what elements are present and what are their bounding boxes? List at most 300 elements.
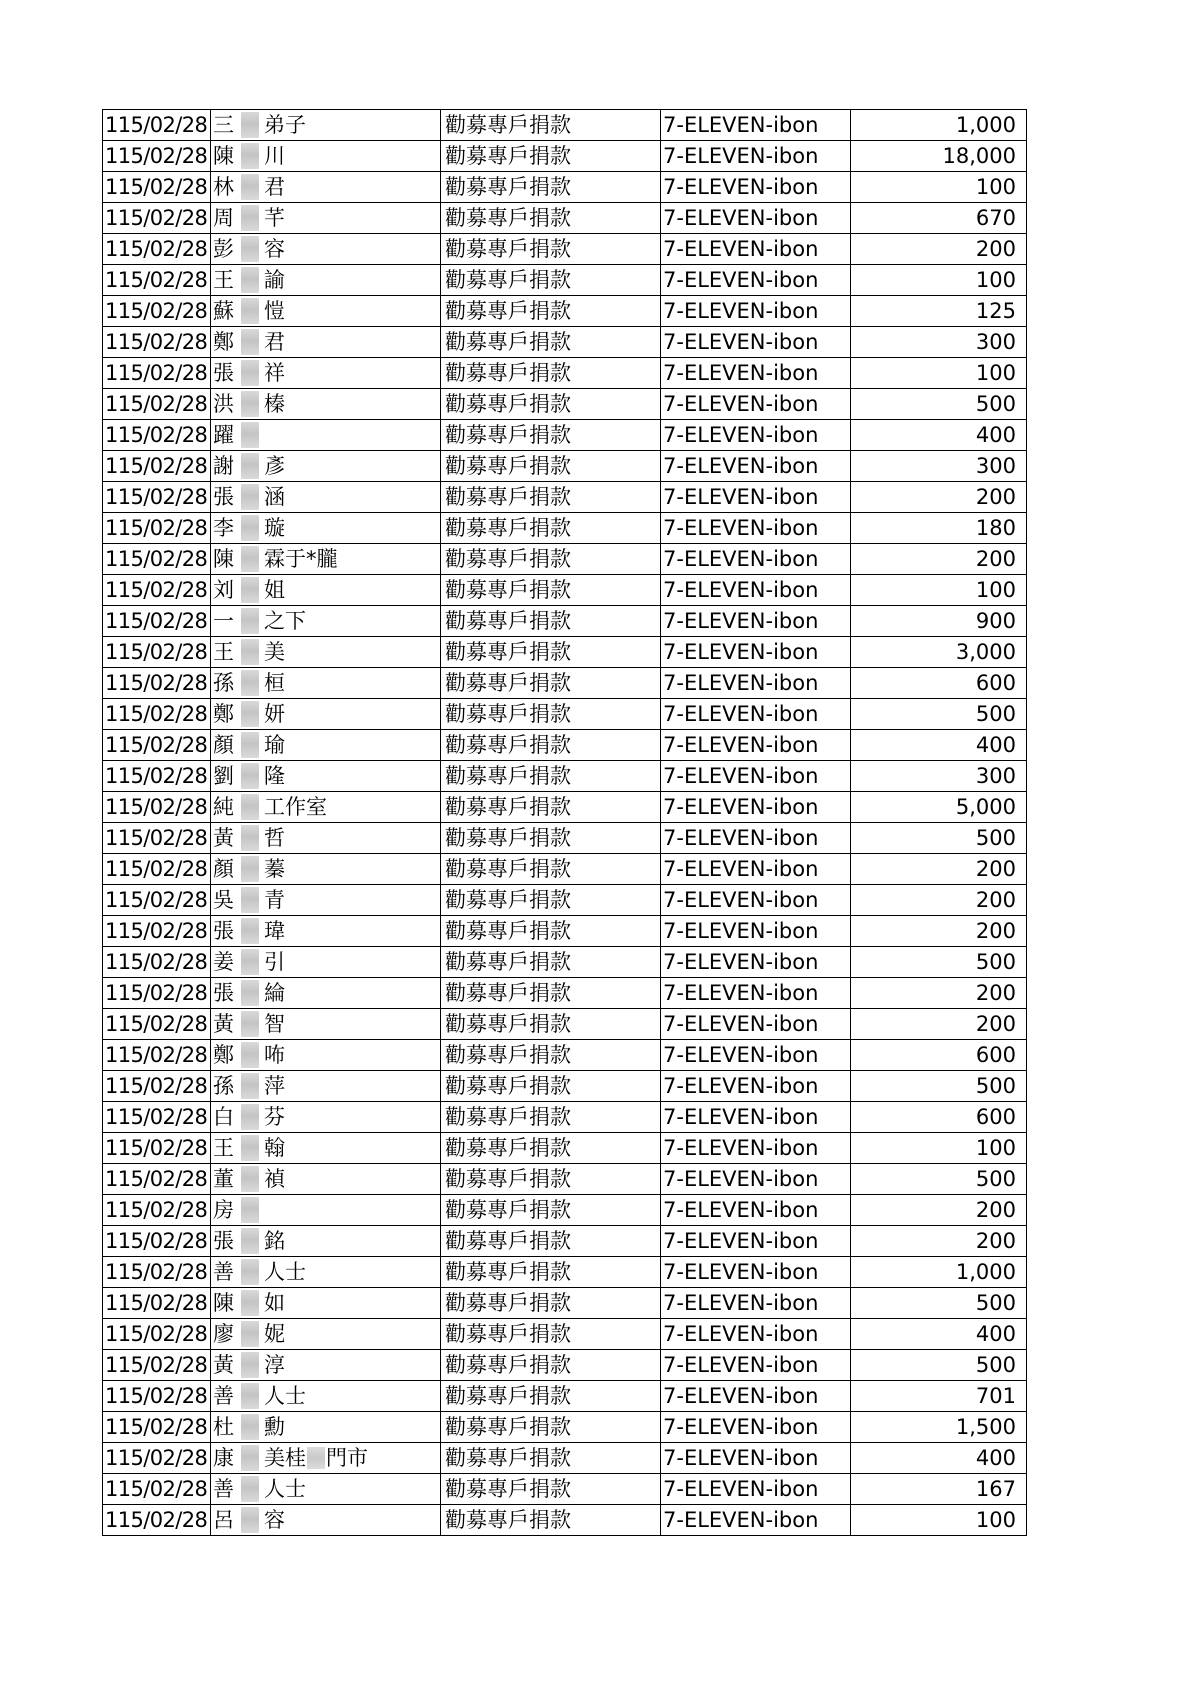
- table-row: [103, 1164, 1027, 1195]
- donor-name: [213, 668, 285, 698]
- table-row: [103, 172, 1027, 203]
- payment-channel-cell: 7-ELEVEN-ibon: [661, 203, 851, 234]
- donor-name: [213, 203, 285, 233]
- donor-name-cell: [211, 730, 441, 761]
- donor-name: [213, 885, 285, 915]
- donor-name-rest: [264, 1412, 285, 1442]
- table-row: [103, 1009, 1027, 1040]
- donor-name: [213, 1133, 285, 1163]
- date-cell: 115/02/28: [103, 203, 211, 234]
- payment-channel-cell: 7-ELEVEN-ibon: [661, 420, 851, 451]
- amount-cell: 5,000: [851, 792, 1027, 823]
- donor-name-rest: [264, 327, 285, 357]
- donor-name-rest: [264, 1102, 285, 1132]
- donor-name: [213, 513, 285, 543]
- donor-name-rest: [264, 885, 285, 915]
- donor-name: [213, 916, 285, 946]
- date-cell: 115/02/28: [103, 234, 211, 265]
- amount-cell: 1,000: [851, 1257, 1027, 1288]
- amount-cell: 180: [851, 513, 1027, 544]
- donor-name: [213, 1195, 264, 1225]
- donor-name-cell: [211, 1443, 441, 1474]
- date-cell: 115/02/28: [103, 916, 211, 947]
- table-row: [103, 637, 1027, 668]
- table-row: [103, 575, 1027, 606]
- donor-name-cell: [211, 947, 441, 978]
- donor-name-cell: [211, 1350, 441, 1381]
- privacy-mask-block: [241, 236, 259, 262]
- donor-name-cell: [211, 389, 441, 420]
- privacy-mask-block: [241, 1197, 259, 1223]
- donor-name: [213, 699, 285, 729]
- payment-channel-cell: 7-ELEVEN-ibon: [661, 885, 851, 916]
- donor-name-cell: [211, 1474, 441, 1505]
- donation-type-cell: 勸募專戶捐款: [441, 1505, 661, 1536]
- donor-name-rest-text: 祥: [264, 361, 285, 385]
- donor-name-rest-text: 咘: [264, 1043, 285, 1067]
- date-cell: 115/02/28: [103, 823, 211, 854]
- payment-channel-cell: 7-ELEVEN-ibon: [661, 730, 851, 761]
- payment-channel-cell: 7-ELEVEN-ibon: [661, 916, 851, 947]
- privacy-mask-block: [241, 174, 259, 200]
- table-row: [103, 947, 1027, 978]
- donor-name-first-char: 李: [213, 516, 234, 540]
- donor-name-rest: [264, 296, 285, 326]
- donor-name-first-char: 陳: [213, 547, 234, 571]
- date-cell: 115/02/28: [103, 575, 211, 606]
- donor-name-cell: [211, 1071, 441, 1102]
- date-cell: 115/02/28: [103, 172, 211, 203]
- amount-cell: 500: [851, 823, 1027, 854]
- amount-cell: 200: [851, 544, 1027, 575]
- donor-name-first-char: 孫: [213, 1074, 234, 1098]
- donor-name: [213, 327, 285, 357]
- table-row: [103, 1226, 1027, 1257]
- privacy-mask-block: [241, 887, 259, 913]
- privacy-mask-block: [307, 1447, 325, 1469]
- privacy-mask-block: [241, 1507, 259, 1533]
- donor-name-cell: [211, 916, 441, 947]
- date-cell: 115/02/28: [103, 668, 211, 699]
- donor-name-cell: [211, 854, 441, 885]
- date-cell: 115/02/28: [103, 947, 211, 978]
- donor-name-first-char: 刘: [213, 578, 234, 602]
- date-cell: 115/02/28: [103, 1288, 211, 1319]
- payment-channel-cell: 7-ELEVEN-ibon: [661, 699, 851, 730]
- donation-type-cell: 勸募專戶捐款: [441, 203, 661, 234]
- donor-name: [213, 420, 264, 450]
- donation-type-cell: 勸募專戶捐款: [441, 1350, 661, 1381]
- privacy-mask-block: [241, 1073, 259, 1099]
- privacy-mask-block: [241, 1104, 259, 1130]
- donor-name-cell: [211, 1319, 441, 1350]
- donor-name-rest: [264, 761, 285, 791]
- table-row: [103, 978, 1027, 1009]
- donor-name-cell: [211, 885, 441, 916]
- donation-type-cell: 勸募專戶捐款: [441, 1133, 661, 1164]
- payment-channel-cell: 7-ELEVEN-ibon: [661, 296, 851, 327]
- amount-cell: 100: [851, 265, 1027, 296]
- donor-name-rest-text: 美桂: [264, 1446, 306, 1470]
- donor-name-rest: [264, 730, 285, 760]
- amount-cell: 400: [851, 730, 1027, 761]
- table-row: [103, 1474, 1027, 1505]
- amount-cell: 100: [851, 172, 1027, 203]
- amount-cell: 125: [851, 296, 1027, 327]
- privacy-mask-block: [241, 856, 259, 882]
- donor-name-rest-text: 美: [264, 640, 285, 664]
- payment-channel-cell: 7-ELEVEN-ibon: [661, 1040, 851, 1071]
- date-cell: 115/02/28: [103, 637, 211, 668]
- date-cell: 115/02/28: [103, 451, 211, 482]
- donor-name-rest-text: 瑋: [264, 919, 285, 943]
- donor-name-first-char: 王: [213, 640, 234, 664]
- donor-name-rest-text: 人士: [264, 1477, 306, 1501]
- donor-name-cell: [211, 699, 441, 730]
- donor-name-rest-text: 勳: [264, 1415, 285, 1439]
- table-row: [103, 1040, 1027, 1071]
- donor-name-cell: [211, 761, 441, 792]
- donation-type-cell: 勸募專戶捐款: [441, 1102, 661, 1133]
- payment-channel-cell: 7-ELEVEN-ibon: [661, 1009, 851, 1040]
- donation-type-cell: 勸募專戶捐款: [441, 823, 661, 854]
- donor-name-rest: [264, 1381, 306, 1411]
- donor-name: [213, 265, 285, 295]
- privacy-mask-block: [241, 1011, 259, 1037]
- donation-type-cell: 勸募專戶捐款: [441, 451, 661, 482]
- donor-name-rest-text: 之下: [264, 609, 306, 633]
- table-row: [103, 544, 1027, 575]
- date-cell: 115/02/28: [103, 389, 211, 420]
- donor-name-first-char: 善: [213, 1477, 234, 1501]
- privacy-mask-block: [241, 608, 259, 634]
- donor-name-first-char: 蘇: [213, 299, 234, 323]
- donor-name-rest: [264, 1071, 285, 1101]
- date-cell: 115/02/28: [103, 1195, 211, 1226]
- table-row: [103, 141, 1027, 172]
- payment-channel-cell: 7-ELEVEN-ibon: [661, 1257, 851, 1288]
- donor-name-cell: [211, 1257, 441, 1288]
- amount-cell: 400: [851, 420, 1027, 451]
- donor-name-rest: [264, 172, 285, 202]
- table-row: [103, 1505, 1027, 1536]
- table-row: [103, 265, 1027, 296]
- donor-name-first-char: 陳: [213, 1291, 234, 1315]
- donor-name-first-char: 白: [213, 1105, 234, 1129]
- donation-type-cell: 勸募專戶捐款: [441, 792, 661, 823]
- amount-cell: 670: [851, 203, 1027, 234]
- amount-cell: 400: [851, 1443, 1027, 1474]
- amount-cell: 500: [851, 389, 1027, 420]
- donor-name: [213, 141, 285, 171]
- date-cell: 115/02/28: [103, 1102, 211, 1133]
- payment-channel-cell: 7-ELEVEN-ibon: [661, 327, 851, 358]
- donor-name-first-char: 吳: [213, 888, 234, 912]
- donor-name: [213, 110, 306, 140]
- donor-name-first-char: 顏: [213, 733, 234, 757]
- payment-channel-cell: 7-ELEVEN-ibon: [661, 1164, 851, 1195]
- donor-name-first-char: 善: [213, 1260, 234, 1284]
- donor-name-rest: [264, 234, 285, 264]
- table-row: [103, 296, 1027, 327]
- donation-type-cell: 勸募專戶捐款: [441, 513, 661, 544]
- donor-name-cell: [211, 1133, 441, 1164]
- donor-name-rest-text: 淳: [264, 1353, 285, 1377]
- donor-name-cell: [211, 1102, 441, 1133]
- donor-name-cell: [211, 1195, 441, 1226]
- donor-name-rest-text: 霖于*朧: [264, 547, 338, 571]
- donor-name: [213, 389, 285, 419]
- donor-name-first-char: 房: [213, 1198, 234, 1222]
- donor-name-rest: [264, 699, 285, 729]
- donor-name-rest-text: 芊: [264, 206, 285, 230]
- date-cell: 115/02/28: [103, 513, 211, 544]
- amount-cell: 200: [851, 885, 1027, 916]
- payment-channel-cell: 7-ELEVEN-ibon: [661, 947, 851, 978]
- table-row: [103, 1412, 1027, 1443]
- donor-name-first-char: 謝: [213, 454, 234, 478]
- date-cell: 115/02/28: [103, 854, 211, 885]
- donation-type-cell: 勸募專戶捐款: [441, 1381, 661, 1412]
- donor-name-first-char: 黃: [213, 826, 234, 850]
- donor-name-cell: [211, 451, 441, 482]
- donation-type-cell: 勸募專戶捐款: [441, 606, 661, 637]
- table-row: [103, 451, 1027, 482]
- amount-cell: 300: [851, 327, 1027, 358]
- donor-name: [213, 482, 285, 512]
- donor-name: [213, 854, 285, 884]
- donor-name: [213, 544, 338, 574]
- donor-name: [213, 1443, 368, 1473]
- payment-channel-cell: 7-ELEVEN-ibon: [661, 1381, 851, 1412]
- donation-type-cell: 勸募專戶捐款: [441, 1412, 661, 1443]
- amount-cell: 100: [851, 1133, 1027, 1164]
- donor-name-rest-text: 青: [264, 888, 285, 912]
- donation-type-cell: 勸募專戶捐款: [441, 885, 661, 916]
- payment-channel-cell: 7-ELEVEN-ibon: [661, 1226, 851, 1257]
- amount-cell: 900: [851, 606, 1027, 637]
- donor-name-cell: [211, 296, 441, 327]
- privacy-mask-block: [241, 515, 259, 541]
- donor-name-cell: [211, 327, 441, 358]
- donation-type-cell: 勸募專戶捐款: [441, 1040, 661, 1071]
- privacy-mask-block: [241, 267, 259, 293]
- donation-type-cell: 勸募專戶捐款: [441, 327, 661, 358]
- date-cell: 115/02/28: [103, 1040, 211, 1071]
- donor-name-rest: [264, 1009, 285, 1039]
- donor-name-cell: [211, 141, 441, 172]
- ledger-body: [103, 110, 1027, 1536]
- donor-name-rest-text: 工作室: [264, 795, 327, 819]
- donor-name: [213, 1040, 285, 1070]
- donor-name-rest: [264, 792, 327, 822]
- donor-name-cell: [211, 544, 441, 575]
- donor-name-rest-text: 綸: [264, 981, 285, 1005]
- privacy-mask-block: [241, 763, 259, 789]
- privacy-mask-block: [241, 949, 259, 975]
- donor-name-rest: [264, 1133, 285, 1163]
- privacy-mask-block: [241, 1321, 259, 1347]
- donor-name-rest-text: 禎: [264, 1167, 285, 1191]
- donor-name-cell: [211, 1226, 441, 1257]
- donor-name-rest: [264, 1350, 285, 1380]
- donation-type-cell: 勸募專戶捐款: [441, 482, 661, 513]
- privacy-mask-block: [241, 639, 259, 665]
- donor-name: [213, 637, 285, 667]
- payment-channel-cell: 7-ELEVEN-ibon: [661, 1474, 851, 1505]
- donor-name-cell: [211, 203, 441, 234]
- donor-name: [213, 1474, 306, 1504]
- privacy-mask-block: [241, 1042, 259, 1068]
- donor-name-rest: [264, 575, 285, 605]
- privacy-mask-block: [241, 1476, 259, 1502]
- payment-channel-cell: 7-ELEVEN-ibon: [661, 482, 851, 513]
- privacy-mask-block: [241, 577, 259, 603]
- amount-cell: 1,000: [851, 110, 1027, 141]
- table-row: [103, 1319, 1027, 1350]
- table-row: [103, 854, 1027, 885]
- donor-name-rest-text: 蓁: [264, 857, 285, 881]
- donation-type-cell: 勸募專戶捐款: [441, 296, 661, 327]
- date-cell: 115/02/28: [103, 1164, 211, 1195]
- donor-name: [213, 1350, 285, 1380]
- payment-channel-cell: 7-ELEVEN-ibon: [661, 1195, 851, 1226]
- donor-name: [213, 947, 285, 977]
- donation-type-cell: 勸募專戶捐款: [441, 358, 661, 389]
- donor-name-first-char: 純: [213, 795, 234, 819]
- donation-type-cell: 勸募專戶捐款: [441, 637, 661, 668]
- amount-cell: 3,000: [851, 637, 1027, 668]
- donation-type-cell: 勸募專戶捐款: [441, 1226, 661, 1257]
- donor-name-cell: [211, 637, 441, 668]
- donor-name-cell: [211, 1412, 441, 1443]
- donor-name-rest: [264, 141, 285, 171]
- payment-channel-cell: 7-ELEVEN-ibon: [661, 544, 851, 575]
- date-cell: 115/02/28: [103, 544, 211, 575]
- payment-channel-cell: 7-ELEVEN-ibon: [661, 389, 851, 420]
- donor-name-first-char: 顏: [213, 857, 234, 881]
- date-cell: 115/02/28: [103, 699, 211, 730]
- donor-name-rest: [264, 1288, 285, 1318]
- donation-type-cell: 勸募專戶捐款: [441, 110, 661, 141]
- payment-channel-cell: 7-ELEVEN-ibon: [661, 1288, 851, 1319]
- donor-name-rest-text: 瑜: [264, 733, 285, 757]
- payment-channel-cell: 7-ELEVEN-ibon: [661, 1505, 851, 1536]
- table-row: [103, 1133, 1027, 1164]
- donation-type-cell: 勸募專戶捐款: [441, 1474, 661, 1505]
- donor-name-cell: [211, 792, 441, 823]
- donor-name-rest: [264, 1164, 285, 1194]
- amount-cell: 200: [851, 1195, 1027, 1226]
- donor-name-rest: [264, 389, 285, 419]
- privacy-mask-block: [241, 453, 259, 479]
- donor-name-rest: [264, 203, 285, 233]
- donor-name-first-char: 王: [213, 1136, 234, 1160]
- amount-cell: 100: [851, 575, 1027, 606]
- amount-cell: 600: [851, 1102, 1027, 1133]
- donor-name: [213, 1381, 306, 1411]
- donor-name-rest: [264, 513, 285, 543]
- payment-channel-cell: 7-ELEVEN-ibon: [661, 637, 851, 668]
- privacy-mask-block: [241, 918, 259, 944]
- date-cell: 115/02/28: [103, 792, 211, 823]
- donation-type-cell: 勸募專戶捐款: [441, 1164, 661, 1195]
- privacy-mask-block: [241, 422, 259, 448]
- donor-name-cell: [211, 265, 441, 296]
- donor-name: [213, 358, 285, 388]
- amount-cell: 500: [851, 1164, 1027, 1195]
- table-row: [103, 699, 1027, 730]
- donor-name: [213, 1226, 285, 1256]
- amount-cell: 167: [851, 1474, 1027, 1505]
- donor-name-first-char: 鄭: [213, 330, 234, 354]
- donor-name-rest: [264, 1226, 285, 1256]
- donor-name-cell: [211, 420, 441, 451]
- donation-type-cell: 勸募專戶捐款: [441, 1288, 661, 1319]
- date-cell: 115/02/28: [103, 1071, 211, 1102]
- privacy-mask-block: [241, 329, 259, 355]
- payment-channel-cell: 7-ELEVEN-ibon: [661, 513, 851, 544]
- donor-name-rest-text: 如: [264, 1291, 285, 1315]
- donation-type-cell: 勸募專戶捐款: [441, 265, 661, 296]
- amount-cell: 200: [851, 916, 1027, 947]
- donor-name-rest-text: 妮: [264, 1322, 285, 1346]
- donor-name-rest-text: 桓: [264, 671, 285, 695]
- donor-name-rest-text: 愷: [264, 299, 285, 323]
- date-cell: 115/02/28: [103, 1133, 211, 1164]
- donor-name-rest-text: 君: [264, 330, 285, 354]
- table-row: [103, 1288, 1027, 1319]
- payment-channel-cell: 7-ELEVEN-ibon: [661, 606, 851, 637]
- table-row: [103, 1350, 1027, 1381]
- donation-type-cell: 勸募專戶捐款: [441, 761, 661, 792]
- privacy-mask-block: [241, 825, 259, 851]
- donor-name-rest: [264, 1257, 306, 1287]
- privacy-mask-block: [241, 1445, 259, 1471]
- donation-type-cell: 勸募專戶捐款: [441, 420, 661, 451]
- amount-cell: 500: [851, 947, 1027, 978]
- donor-name-first-char: 林: [213, 175, 234, 199]
- date-cell: 115/02/28: [103, 978, 211, 1009]
- donor-name: [213, 1009, 285, 1039]
- donor-name-rest: [264, 482, 285, 512]
- payment-channel-cell: 7-ELEVEN-ibon: [661, 792, 851, 823]
- donor-name-rest: [264, 1319, 285, 1349]
- donor-name: [213, 761, 285, 791]
- donor-name-rest-text: 容: [264, 237, 285, 261]
- donor-name-rest-text: 哲: [264, 826, 285, 850]
- amount-cell: 200: [851, 854, 1027, 885]
- donor-name-rest: [264, 1040, 285, 1070]
- amount-cell: 200: [851, 978, 1027, 1009]
- donor-name-rest-text: 銘: [264, 1229, 285, 1253]
- table-row: [103, 358, 1027, 389]
- payment-channel-cell: 7-ELEVEN-ibon: [661, 823, 851, 854]
- table-row: [103, 389, 1027, 420]
- date-cell: 115/02/28: [103, 1319, 211, 1350]
- donation-type-cell: 勸募專戶捐款: [441, 575, 661, 606]
- date-cell: 115/02/28: [103, 730, 211, 761]
- donor-name-rest-text: 翰: [264, 1136, 285, 1160]
- donor-name-cell: [211, 172, 441, 203]
- privacy-mask-block: [241, 1352, 259, 1378]
- donor-name-first-char: 鄭: [213, 702, 234, 726]
- donor-name-rest: [264, 544, 338, 574]
- donor-name-first-char: 張: [213, 485, 234, 509]
- privacy-mask-block: [241, 980, 259, 1006]
- date-cell: 115/02/28: [103, 141, 211, 172]
- donor-name-cell: [211, 1009, 441, 1040]
